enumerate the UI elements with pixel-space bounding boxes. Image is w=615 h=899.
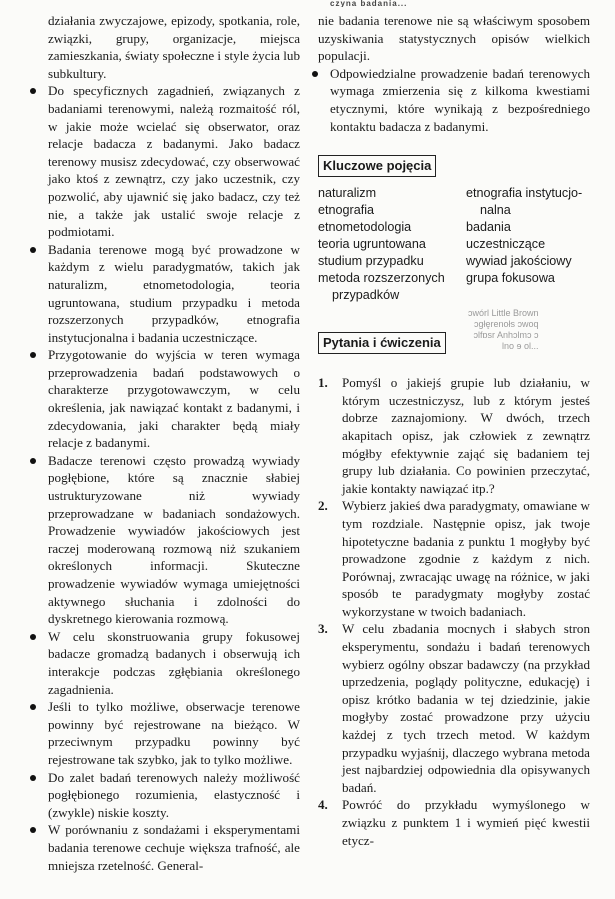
bullet-validity: W porównaniu z sondażami i eksperymentami badania terenowe cechuje większa trafność, ale mniejsza rzetelność. General- bbox=[36, 821, 300, 874]
key-term: wywiad jakościowy bbox=[466, 254, 572, 269]
key-term: etnometodologia bbox=[318, 220, 412, 235]
key-term: etnografia bbox=[318, 203, 375, 218]
key-term: nalna bbox=[480, 203, 511, 218]
exercise-number: 4. bbox=[318, 797, 328, 813]
bullet-roles: Do specyficznych zagadnień, związanych z badaniami terenowymi, należą rozmaitość ról, w jakie może wcielać się obserwator, oraz relacje badacza z badanymi. Jako badacz terenowy musisz zdecydować, czy obserwować jako ktoś z zewnątrz, czy jako uczestnik, czy pozwolić, aby ujawnić się jako badacz, czy też nie, a także jak ustalić swoje relacje z podmiotami. bbox=[36, 82, 300, 240]
exercise-number: 3. bbox=[318, 621, 328, 637]
key-concepts-heading: Kluczowe pojęcia bbox=[318, 155, 436, 177]
exercises-heading: Pytania i ćwiczenia bbox=[318, 332, 446, 354]
exercises-list bbox=[318, 374, 590, 849]
intro-paragraph: działania zwyczajowe, epizody, spotkania, role, związki, grupy, organizacje, miejsca zamieszkania, światy społeczne i style życia lub subkultury. bbox=[48, 13, 300, 81]
key-term: teoria ugruntowana bbox=[318, 237, 426, 252]
key-term: studium przypadku bbox=[318, 254, 424, 269]
exercise-item bbox=[318, 796, 590, 849]
bleed-line: lno ɘ ol... bbox=[502, 341, 539, 352]
bullet-focus-group: W celu skonstruowania grupy fokusowej badacze gromadzą badanych i obserwują ich interakcje podczas zgłębiania określonego zagadnienia. bbox=[36, 628, 300, 698]
key-term: grupa fokusowa bbox=[466, 271, 555, 286]
exercise-text: Pomyśl o jakiejś grupie lub działaniu, w którym uczestniczysz, lub z którym jesteś dobrze zaznajomiony. W dwóch, trzech akapitach opisz, jak człowiek z zewnątrz mógłby efektywnie zająć się badaniem tej grupy lub działania. Co powinien przeczytać, jakie kontakty nawiązać itp.? bbox=[342, 375, 590, 496]
key-term: etnografia instytucjo- bbox=[466, 186, 583, 201]
exercise-text: W celu zbadania mocnych i słabych stron eksperymentu, sondażu i badań terenowych wybierz ogólny obszar badawczy (na przykład uprzedzenia, poglądy polityczne, edukację) i opisz krótko badania w tej dziedzinie, jakie mogłyby zostać prowadzone przy użyciu każdej z tych trzech metod. W każdym przypadku wyjaśnij, dlaczego wybrana metoda jest najbardziej odpowiednia dla opisywanych badań. bbox=[342, 621, 590, 795]
running-head: czyna badania... bbox=[330, 0, 408, 7]
continuation-paragraph: nie badania terenowe nie są właściwym sposobem uzyskiwania statystycznych opisów wielkich populacji. bbox=[318, 13, 590, 64]
right-column bbox=[318, 12, 590, 849]
bullet-ethics: Odpowiedzialne prowadzenie badań terenowych wymaga zmierzenia się z kilkoma kwestiami etycznymi, które wynikają z bezpośredniego kontaktu badacza z badanymi. bbox=[318, 65, 590, 135]
exercise-item bbox=[318, 374, 590, 497]
bullet-recording: Jeśli to tylko możliwe, obserwacje terenowe powinny być rejestrowane na bieżąco. W przeciwnym przypadku powinny być rejestrowane tak szybko, jak to tylko możliwe. bbox=[36, 698, 300, 768]
exercise-text: Wybierz jakieś dwa paradygmaty, omawiane w tym rozdziale. Następnie opisz, jak twoje hipotetyczne badania z punktu 1 mogłyby być prowadzone zgodnie z każdym z nich. Porównaj, zwracając uwagę na różnice, w jaki sposób te paradygmaty mogłyby zostać wykorzystane w twoich badaniach. bbox=[342, 498, 590, 619]
key-term: badania uczestniczące bbox=[466, 220, 546, 252]
bullet-paradigms: Badania terenowe mogą być prowadzone w każdym z wielu paradygmatów, takich jak naturalizm, etnometodologia, teoria ugruntowana, studium przypadku i metoda rozszerzonych przypadków, etnografia instytucjonalna i badania uczestniczące. bbox=[36, 241, 300, 347]
left-column bbox=[36, 12, 300, 874]
key-concepts-list bbox=[318, 185, 590, 304]
bleed-through-text bbox=[468, 308, 539, 352]
bleed-line: ɔwórl Little Brown bbox=[468, 308, 539, 319]
exercise-item bbox=[318, 620, 590, 796]
bleed-line: ɔgłęrenołs ɔwoq bbox=[473, 319, 539, 330]
key-term: naturalizm bbox=[318, 186, 377, 201]
exercise-text: Powróć do przykładu wymyślonego w związku z punktem 1 i wymień pięć kwestii etycz- bbox=[342, 797, 590, 848]
key-term: metoda rozszerzonych bbox=[318, 271, 445, 286]
exercise-number: 2. bbox=[318, 498, 328, 514]
key-term: przypadków bbox=[332, 288, 400, 303]
bullet-preparation: Przygotowanie do wyjścia w teren wymaga przeprowadzenia badań podstawowych o charakterze przygotowawczym, w celu określenia, jak nawiązać kontakt z badanymi, i zdecydowania, jaki charakter będą miały relacje z badanymi. bbox=[36, 346, 300, 452]
bullet-interviews: Badacze terenowi często prowadzą wywiady pogłębione, które są znacznie słabiej ustrukturyzowane niż wywiady przeprowadzane w badaniach sondażowych. Prowadzenie wywiadów jakościowych jest raczej moderowaną rozmową niż szukaniem określonych informacji. Skuteczne prowadzenie wywiadów wymaga umiejętności aktywnego słuchania i zdolności do dyskretnego kierowania rozmową. bbox=[36, 452, 300, 628]
exercise-item bbox=[318, 497, 590, 620]
bullet-advantages: Do zalet badań terenowych należy możliwość pogłębionego rozumienia, elastyczność i (zwykle) niskie koszty. bbox=[36, 769, 300, 822]
exercise-number: 1. bbox=[318, 375, 328, 391]
bleed-line: ɔlfɒsr Anhɔlmɔ ɔ bbox=[473, 330, 539, 341]
